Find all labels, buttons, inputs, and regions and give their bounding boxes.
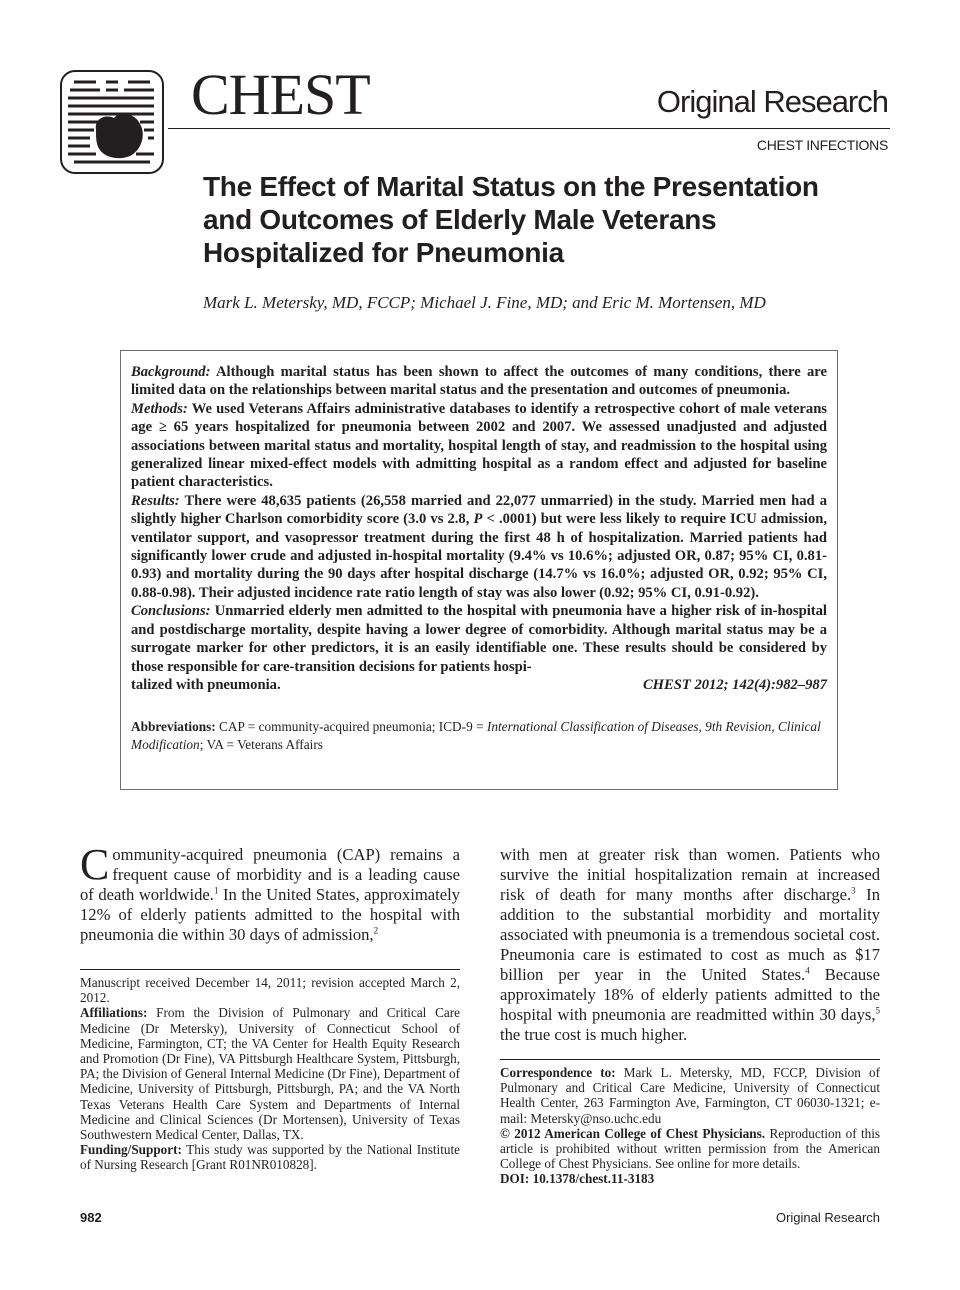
header-rule <box>168 128 890 129</box>
body-column-left <box>80 840 461 1173</box>
page-number: 982 <box>80 1210 102 1225</box>
subsection-label: CHEST INFECTIONS <box>756 137 888 153</box>
abstract-methods: Methods: We used Veterans Affairs administrative databases to identify a retrospective cohort of male veterans age ≥ 65 years hospitalized for pneumonia between 2002 and 2007. We assessed unadjusted and adjusted associations between marital status and mortality, hospital length of stay, and readmission to the hospital using generalized linear mixed-effect models with admitting hospital as a random effect and adjusted for baseline patient characteristics. <box>131 400 827 491</box>
footnotes-right <box>500 1065 880 1187</box>
abstract-text <box>131 363 827 694</box>
body-column-right <box>500 845 880 1187</box>
correspondence: Correspondence to: Mark L. Metersky, MD, FCCP, Division of Pulmonary and Critical Care Medicine, University of Connecticut Health Center, 263 Farmington Ave, Farmington, CT 06030-1321; e-mail: Metersky@nso.uchc.edu <box>500 1065 880 1126</box>
article-authors: Mark L. Metersky, MD, FCCP; Michael J. Fine, MD; and Eric M. Mortensen, MD <box>203 293 766 312</box>
abbreviations: Abbreviations: CAP = community-acquired pneumonia; ICD-9 = International Classification of Diseases, 9th Revision, Clinical Modification; VA = Veterans Affairs <box>131 719 821 753</box>
journal-logo <box>60 70 164 174</box>
footnote-rule <box>80 969 460 970</box>
journal-citation: CHEST 2012; 142(4):982–987 <box>642 676 827 693</box>
reference-link[interactable]: 3 <box>851 885 856 896</box>
footnotes-left <box>80 975 460 1173</box>
abstract-conclusions-end: talized with pneumonia. CHEST 2012; 142(4):982–987 <box>131 676 827 693</box>
abstract-background: Background: Although marital status has been shown to affect the outcomes of many conditions, there are limited data on the relationships between marital status and the presentation and outcomes of pneumonia. <box>131 364 827 399</box>
footnote-rule <box>500 1059 880 1060</box>
abstract-box <box>120 350 838 790</box>
section-label: Original Research <box>656 84 888 119</box>
copyright: © 2012 American College of Chest Physicians. Reproduction of this article is prohibited without written permission from the American College of Chest Physicians. See online for more details. <box>500 1125 881 1172</box>
intro-paragraph: Community-acquired pneumonia (CAP) remains a frequent cause of morbidity and is a leading cause of death worldwide.$^1$ In the United States, approximately 12% of elderly patients admitted to the hospital with pneumonia die within 30 days of admission,$^2$ <box>80 840 461 944</box>
abstract-conclusions: Conclusions: Unmarried elderly men admitted to the hospital with pneumonia have a higher risk of in-hospital and postdischarge mortality, despite having a lower degree of comorbidity. Although marital status may be a surrogate marker for other predictors, it is an easily identifiable one. These results should be considered by those responsible for care-transition decisions for patients hospi- <box>131 603 827 675</box>
footer-section-label: Original Research <box>775 1210 880 1225</box>
doi-link[interactable]: 10.1378/chest.11-3183 <box>532 1171 655 1187</box>
reference-link[interactable]: 5 <box>875 1005 880 1016</box>
reference-link[interactable]: 4 <box>805 965 810 976</box>
doi: DOI: 10.1378/chest.11-3183 <box>500 1171 655 1187</box>
manuscript-dates: Manuscript received December 14, 2011; revision accepted March 2, 2012. <box>80 975 460 1006</box>
affiliations: Affiliations: From the Division of Pulmonary and Critical Care Medicine (Dr Metersky), University of Connecticut School of Medicine, Farmington, CT; the VA Center for Health Equity Research and Promotion (Dr Fine), VA Pittsburgh Healthcare System, Pittsburgh, PA; the Division of General Internal Medicine (Dr Fine), Department of Medicine, University of Pittsburgh, Pittsburgh, PA; and the VA North Texas Veterans Health Care System and Departments of Internal Medicine and Clinical Sciences (Dr Mortensen), University of Texas Southwestern Medical Center, Dallas, TX. <box>80 1005 461 1143</box>
article-title: The Effect of Marital Status on the Presentation and Outcomes of Elderly Male Veterans Hospitalized for Pneumonia <box>203 171 819 268</box>
reference-link[interactable]: 2 <box>373 925 379 936</box>
dropcap: C <box>80 840 110 889</box>
funding: Funding/Support: This study was supported by the National Institute of Nursing Research [Grant R01NR010828]. <box>80 1142 460 1173</box>
reference-link[interactable]: 1 <box>213 885 219 896</box>
journal-name: CHEST <box>191 62 370 127</box>
intro-paragraph-continued: with men at greater risk than women. Patients who survive the initial hospitalization remain at increased risk of death for many months after discharge.$^3$ In addition to the substantial morbidity and mortality associated with pneumonia is a tremendous societal cost. Pneumonia care is estimated to cost as much as $17 billion per year in the United States.$^4$ Because approximately 18% of elderly patients admitted to the hospital with pneumonia are readmitted within 30 days,$^5$ the true cost is much higher. <box>500 845 881 1044</box>
abstract-results: Results: There were 48,635 patients (26,558 married and 22,077 unmarried) in the study. Married men had a slightly higher Charlson comorbidity score (3.0 vs 2.8, P < .0001) but were less likely to require ICU admission, ventilator support, and vasopressor treatment during the first 48 h of hospitalization. Married patients had significantly lower crude and adjusted in-hospital mortality (9.4% vs 10.6%; adjusted OR, 0.87; 95% CI, 0.81-0.93) and mortality during the 90 days after hospital discharge (14.7% vs 16.0%; adjusted OR, 0.92; 95% CI, 0.88-0.98). Their adjusted incidence rate ratio length of stay was also lower (0.92; 95% CI, 0.91-0.92). <box>131 492 828 601</box>
